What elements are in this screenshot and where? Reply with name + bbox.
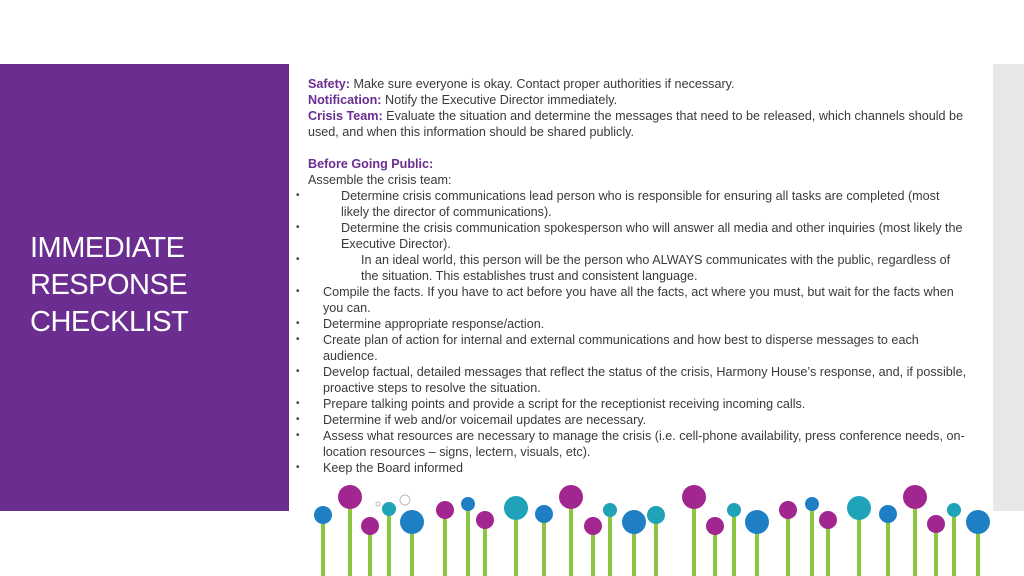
flower-stem xyxy=(387,509,391,576)
side-strip xyxy=(993,64,1024,511)
flower-head xyxy=(603,503,617,517)
notification-text: Notify the Executive Director immediately. xyxy=(381,93,618,107)
flower-head xyxy=(559,485,583,509)
flower-head xyxy=(436,501,454,519)
flower-stem xyxy=(810,504,814,576)
flower-head xyxy=(584,517,602,535)
checklist xyxy=(296,188,970,476)
notification-line xyxy=(308,92,970,108)
flower-head xyxy=(461,497,475,511)
flower-stem xyxy=(952,510,956,576)
flower-stem xyxy=(608,510,612,576)
flower-head xyxy=(382,502,396,516)
crisis-team-text: Evaluate the situation and determine the messages that need to be released, which channels should be used, and when this information should be shared publicly. xyxy=(308,109,964,139)
flower-head xyxy=(682,485,706,509)
flower-head xyxy=(745,510,769,534)
list-item: • Keep the Board informed xyxy=(296,461,464,475)
decorative-flower-stems xyxy=(289,480,993,576)
list-item: • Determine appropriate response/action. xyxy=(296,317,545,331)
flower-head xyxy=(400,510,424,534)
list-item: • Determine crisis communications lead person who is responsible for ensuring all tasks are completed (most likely the director of communications). xyxy=(296,189,940,219)
flower-head xyxy=(314,506,332,524)
flower-stem xyxy=(786,510,790,576)
flower-stem xyxy=(886,514,890,576)
flower-stem xyxy=(732,510,736,576)
safety-text: Make sure everyone is okay. Contact proper authorities if necessary. xyxy=(350,77,735,91)
list-item: • In an ideal world, this person will be the person who ALWAYS communicates with the public, regardless of the situation. This establishes trust and consistent language. xyxy=(296,253,951,283)
list-item: • Determine the crisis communication spokesperson who will answer all media and other inquiries (most likely the Executive Director). xyxy=(296,221,963,251)
list-item: • Determine if web and/or voicemail updates are necessary. xyxy=(296,413,647,427)
assemble-text: Assemble the crisis team: xyxy=(308,173,452,187)
flower-head xyxy=(361,517,379,535)
safety-line xyxy=(308,76,970,92)
title-line: RESPONSE xyxy=(30,269,188,301)
flower-stem xyxy=(443,510,447,576)
flower-stem xyxy=(466,504,470,576)
before-going-public-heading: Before Going Public: xyxy=(308,157,434,171)
flower-head xyxy=(966,510,990,534)
crisis-team-label: Crisis Team: xyxy=(308,109,383,123)
decor-ring xyxy=(376,502,380,506)
slide-title xyxy=(30,230,188,341)
flower-stem xyxy=(321,515,325,576)
notification-label: Notification: xyxy=(308,93,382,107)
flower-head xyxy=(622,510,646,534)
flower-head xyxy=(338,485,362,509)
title-line: CHECKLIST xyxy=(30,306,189,338)
list-item: • Compile the facts. If you have to act before you have all the facts, act where you must, but wait for the facts when you can. xyxy=(296,285,954,315)
list-item: • Develop factual, detailed messages that reflect the status of the crisis, Harmony House’s response, and, if possible, proactive steps to resolve the situation. xyxy=(296,365,967,395)
flower-head xyxy=(847,496,871,520)
decor-ring xyxy=(400,495,410,505)
title-line: IMMEDIATE xyxy=(30,232,185,264)
list-item: • Create plan of action for internal and external communications and how best to disperse messages to each audience. xyxy=(296,333,919,363)
flower-head xyxy=(727,503,741,517)
crisis-team-line xyxy=(308,108,970,140)
list-item: • Assess what resources are necessary to manage the crisis (i.e. cell-phone availability, press conference needs, on-location resources – signs, lectern, visuals, etc). xyxy=(296,429,965,459)
list-item: • Prepare talking points and provide a script for the receptionist receiving incoming calls. xyxy=(296,397,806,411)
checklist-body xyxy=(296,76,970,476)
flower-head xyxy=(535,505,553,523)
safety-label: Safety: xyxy=(308,77,350,91)
flower-head xyxy=(647,506,665,524)
flower-head xyxy=(779,501,797,519)
flower-head xyxy=(903,485,927,509)
flower-head xyxy=(947,503,961,517)
flower-head xyxy=(927,515,945,533)
flower-head xyxy=(504,496,528,520)
flower-head xyxy=(879,505,897,523)
flower-stem xyxy=(542,514,546,576)
flower-stem xyxy=(654,515,658,576)
flower-head xyxy=(476,511,494,529)
flower-head xyxy=(819,511,837,529)
flower-head xyxy=(805,497,819,511)
flower-head xyxy=(706,517,724,535)
